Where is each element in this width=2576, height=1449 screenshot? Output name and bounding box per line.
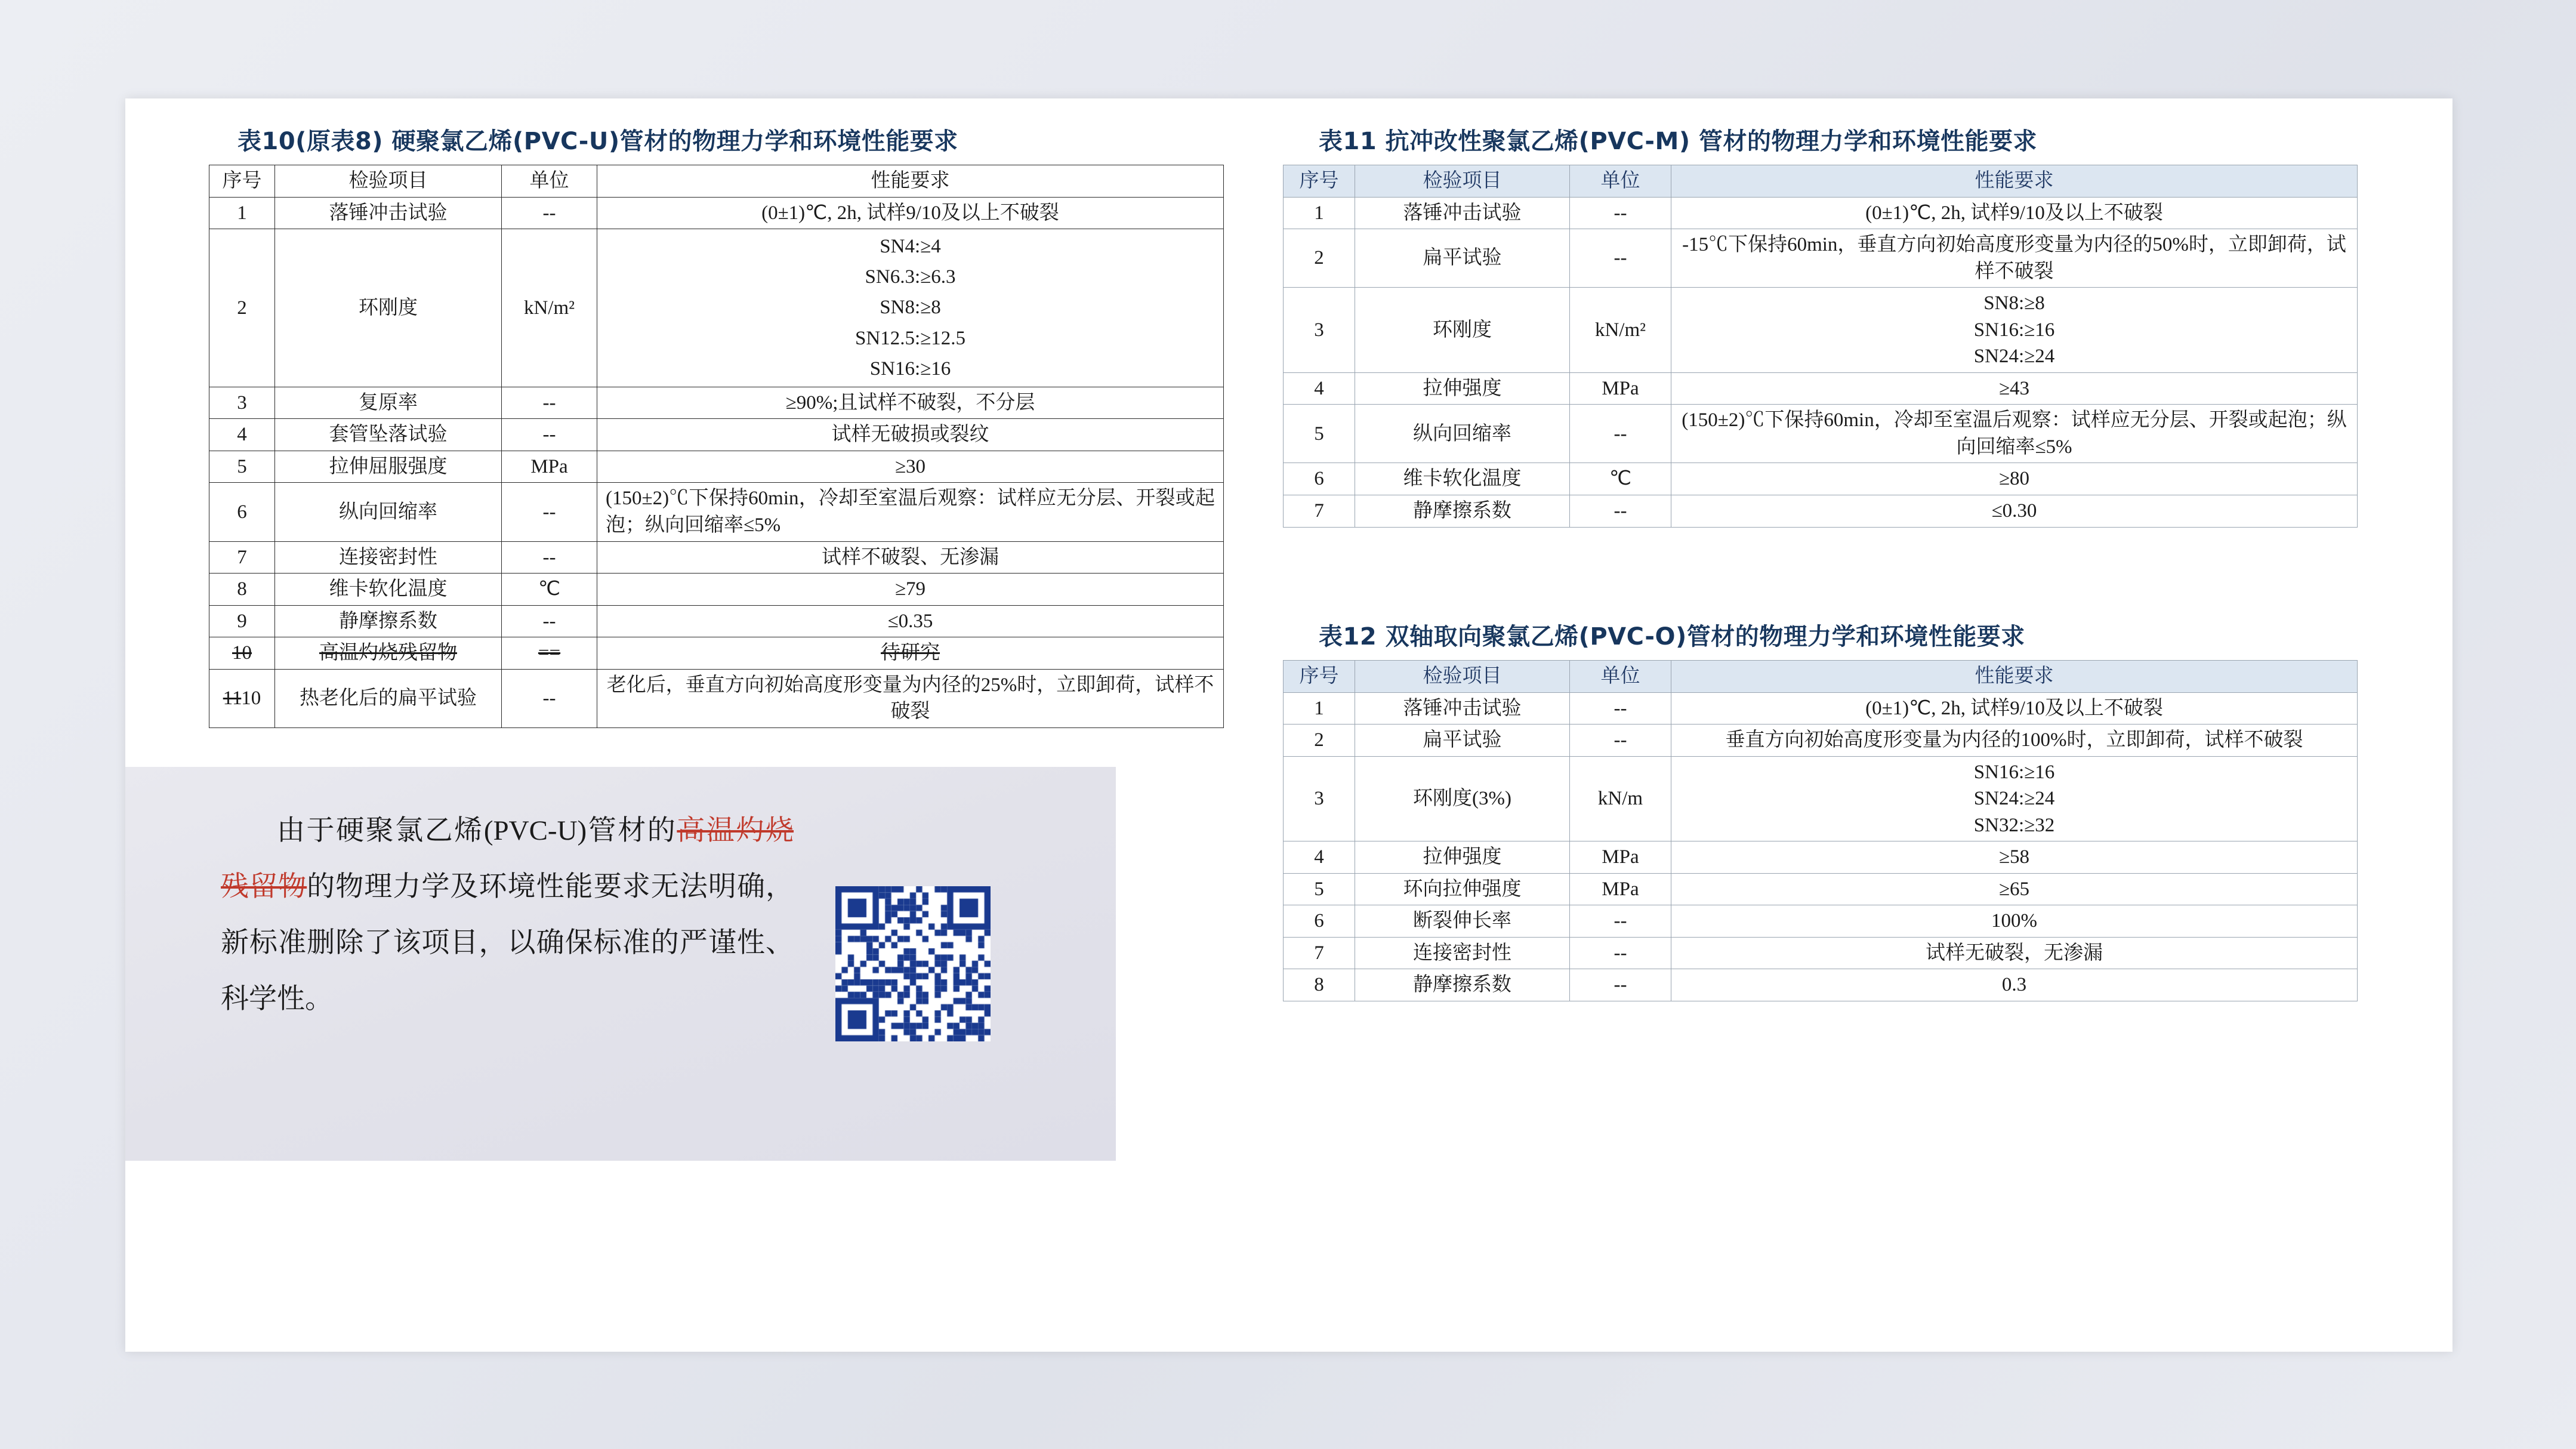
table11-cell-item: 扁平试验 bbox=[1355, 229, 1570, 288]
table12-cell-item: 环刚度(3%) bbox=[1355, 756, 1570, 841]
table12-block bbox=[1283, 618, 2381, 1001]
table11-cell-item: 环刚度 bbox=[1355, 288, 1570, 373]
table12-cell-req: 试样无破裂，无渗漏 bbox=[1671, 937, 2358, 969]
table10-cell-req: ≥30 bbox=[597, 451, 1224, 483]
table11-row bbox=[1284, 288, 2358, 373]
table12 bbox=[1283, 660, 2358, 1001]
table12-cell-req: ≥65 bbox=[1671, 873, 2358, 905]
table10-cell-unit: ℃ bbox=[502, 574, 597, 606]
slide-canvas bbox=[125, 98, 2452, 1352]
table12-body bbox=[1284, 692, 2358, 1001]
table10-header-cell: 单位 bbox=[502, 165, 597, 198]
table11-header-row bbox=[1284, 165, 2358, 198]
table10-cell-item: 连接密封性 bbox=[275, 541, 502, 574]
table12-cell-unit: MPa bbox=[1570, 873, 1671, 905]
table12-cell-no: 3 bbox=[1284, 756, 1355, 841]
table11-header-cell: 序号 bbox=[1284, 165, 1355, 198]
table11-cell-req: ≥43 bbox=[1671, 372, 2358, 405]
table12-title: 表12 双轴取向聚氯乙烯(PVC-O)管材的物理力学和环境性能要求 bbox=[1319, 623, 2025, 650]
table10-cell-req: ≤0.35 bbox=[597, 605, 1224, 637]
table10-cell-no: 6 bbox=[209, 483, 275, 541]
deleted-number: 11 bbox=[223, 687, 242, 709]
table10-cell-no: 2 bbox=[209, 229, 275, 387]
table11-cell-item: 落锤冲击试验 bbox=[1355, 197, 1570, 229]
table10-row bbox=[209, 541, 1224, 574]
table10-row bbox=[209, 419, 1224, 451]
note-text-before: 由于硬聚氯乙烯(PVC-U)管材的 bbox=[277, 815, 677, 846]
table10-cell-unit: -- bbox=[502, 541, 597, 574]
table12-cell-unit: -- bbox=[1570, 724, 1671, 757]
table12-cell-unit: -- bbox=[1570, 692, 1671, 724]
table11-row bbox=[1284, 197, 2358, 229]
table11-cell-unit: -- bbox=[1570, 229, 1671, 288]
table12-header-cell: 检验项目 bbox=[1355, 661, 1570, 693]
table10-cell-item: 复原率 bbox=[275, 387, 502, 419]
qr-code-canvas bbox=[835, 886, 991, 1041]
table11-cell-unit: -- bbox=[1570, 495, 1671, 528]
table10-cell-no: 7 bbox=[209, 541, 275, 574]
table11-cell-unit: MPa bbox=[1570, 372, 1671, 405]
table10-cell-unit: -- bbox=[502, 483, 597, 541]
table11-cell-no: 1 bbox=[1284, 197, 1355, 229]
table11-cell-item: 拉伸强度 bbox=[1355, 372, 1570, 405]
table11-cell-unit: ℃ bbox=[1570, 463, 1671, 495]
table10-title: 表10(原表8) 硬聚氯乙烯(PVC-U)管材的物理力学和环境性能要求 bbox=[237, 128, 958, 155]
table10-header-cell: 序号 bbox=[209, 165, 275, 198]
table10-header-row bbox=[209, 165, 1224, 198]
table12-row bbox=[1284, 756, 2358, 841]
table11-title: 表11 抗冲改性聚氯乙烯(PVC-M) 管材的物理力学和环境性能要求 bbox=[1319, 128, 2038, 155]
table12-cell-item: 落锤冲击试验 bbox=[1355, 692, 1570, 724]
table11-cell-req: (150±2)℃下保持60min，冷却至室温后观察：试样应无分层、开裂或起泡；纵向回缩率≤5% bbox=[1671, 405, 2358, 463]
table10-cell-no: 10 bbox=[209, 637, 275, 670]
table12-cell-no: 8 bbox=[1284, 969, 1355, 1001]
table12-cell-no: 2 bbox=[1284, 724, 1355, 757]
table12-header-cell: 性能要求 bbox=[1671, 661, 2358, 693]
table10-cell-req: ≥79 bbox=[597, 574, 1224, 606]
table10-cell-req: 老化后，垂直方向初始高度形变量为内径的25%时，立即卸荷，试样不破裂 bbox=[597, 669, 1224, 727]
table12-cell-req: (0±1)℃, 2h, 试样9/10及以上不破裂 bbox=[1671, 692, 2358, 724]
table10-row bbox=[209, 483, 1224, 541]
table10-cell-item: 落锤冲击试验 bbox=[275, 197, 502, 229]
table12-cell-unit: -- bbox=[1570, 937, 1671, 969]
table10-row bbox=[209, 229, 1224, 387]
note-panel bbox=[125, 767, 1116, 1161]
table12-cell-req: SN16:≥16 SN24:≥24 SN32:≥32 bbox=[1671, 756, 2358, 841]
table12-cell-req: 100% bbox=[1671, 905, 2358, 938]
note-text-after: 的物理力学及环境性能要求无法明确，新标准删除了该项目，以确保标准的严谨性、科学性。 bbox=[221, 871, 794, 1015]
table12-header-row bbox=[1284, 661, 2358, 693]
table10-cell-req: 待研究 bbox=[597, 637, 1224, 670]
table12-cell-unit: -- bbox=[1570, 969, 1671, 1001]
table10-cell-unit: == bbox=[502, 637, 597, 670]
table10-cell-item: 拉伸屈服强度 bbox=[275, 451, 502, 483]
table10-cell-req: SN4:≥4 SN6.3:≥6.3 SN8:≥8 SN12.5:≥12.5 SN16:≥16 bbox=[597, 229, 1224, 387]
table12-row bbox=[1284, 724, 2358, 757]
table10-row bbox=[209, 387, 1224, 419]
table12-row bbox=[1284, 841, 2358, 874]
table12-cell-no: 4 bbox=[1284, 841, 1355, 874]
table10-row bbox=[209, 669, 1224, 727]
table11-row bbox=[1284, 372, 2358, 405]
note-text-deleted: 高温灼烧残留物 bbox=[221, 815, 794, 902]
table10-cell-no: 1110 bbox=[209, 669, 275, 727]
table11-cell-unit: kN/m² bbox=[1570, 288, 1671, 373]
table10-cell-item: 维卡软化温度 bbox=[275, 574, 502, 606]
table12-cell-item: 环向拉伸强度 bbox=[1355, 873, 1570, 905]
table10-row bbox=[209, 574, 1224, 606]
table10-cell-req: 试样无破损或裂纹 bbox=[597, 419, 1224, 451]
table10-block bbox=[209, 122, 1235, 728]
table11-row bbox=[1284, 495, 2358, 528]
table10-cell-item: 高温灼烧残留物 bbox=[275, 637, 502, 670]
table10-cell-no: 4 bbox=[209, 419, 275, 451]
table12-cell-item: 扁平试验 bbox=[1355, 724, 1570, 757]
table12-row bbox=[1284, 692, 2358, 724]
table12-row bbox=[1284, 937, 2358, 969]
table12-cell-unit: kN/m bbox=[1570, 756, 1671, 841]
table12-cell-no: 1 bbox=[1284, 692, 1355, 724]
table12-cell-req: 垂直方向初始高度形变量为内径的100%时，立即卸荷，试样不破裂 bbox=[1671, 724, 2358, 757]
table12-cell-unit: MPa bbox=[1570, 841, 1671, 874]
table10-cell-unit: -- bbox=[502, 387, 597, 419]
table10-cell-req: (0±1)℃, 2h, 试样9/10及以上不破裂 bbox=[597, 197, 1224, 229]
table11-row bbox=[1284, 463, 2358, 495]
table11-cell-unit: -- bbox=[1570, 197, 1671, 229]
table12-cell-unit: -- bbox=[1570, 905, 1671, 938]
table12-cell-item: 连接密封性 bbox=[1355, 937, 1570, 969]
table10-cell-no: 3 bbox=[209, 387, 275, 419]
table10-cell-no: 8 bbox=[209, 574, 275, 606]
table10-cell-unit: MPa bbox=[502, 451, 597, 483]
table10-cell-unit: -- bbox=[502, 197, 597, 229]
table11-cell-req: ≥80 bbox=[1671, 463, 2358, 495]
table12-row bbox=[1284, 873, 2358, 905]
table11-row bbox=[1284, 405, 2358, 463]
table10-cell-item: 纵向回缩率 bbox=[275, 483, 502, 541]
table11-cell-req: ≤0.30 bbox=[1671, 495, 2358, 528]
table11-header-cell: 检验项目 bbox=[1355, 165, 1570, 198]
table11 bbox=[1283, 165, 2358, 528]
table12-cell-no: 7 bbox=[1284, 937, 1355, 969]
table10-cell-req: ≥90%;且试样不破裂，不分层 bbox=[597, 387, 1224, 419]
table10 bbox=[209, 165, 1224, 728]
table11-cell-item: 维卡软化温度 bbox=[1355, 463, 1570, 495]
table10-cell-req: (150±2)℃下保持60min，冷却至室温后观察：试样应无分层、开裂或起泡；纵向回缩率≤5% bbox=[597, 483, 1224, 541]
table10-cell-no: 5 bbox=[209, 451, 275, 483]
table10-cell-no: 9 bbox=[209, 605, 275, 637]
table12-row bbox=[1284, 969, 2358, 1001]
note-text bbox=[221, 803, 794, 1027]
table11-cell-req: (0±1)℃, 2h, 试样9/10及以上不破裂 bbox=[1671, 197, 2358, 229]
table11-header-cell: 单位 bbox=[1570, 165, 1671, 198]
table10-header-cell: 性能要求 bbox=[597, 165, 1224, 198]
table10-cell-unit: -- bbox=[502, 669, 597, 727]
table11-cell-unit: -- bbox=[1570, 405, 1671, 463]
table11-block bbox=[1283, 122, 2381, 528]
table12-cell-req: 0.3 bbox=[1671, 969, 2358, 1001]
table11-row bbox=[1284, 229, 2358, 288]
table12-header-cell: 序号 bbox=[1284, 661, 1355, 693]
table10-cell-item: 环刚度 bbox=[275, 229, 502, 387]
table11-body bbox=[1284, 197, 2358, 527]
table10-cell-no: 1 bbox=[209, 197, 275, 229]
table12-cell-item: 拉伸强度 bbox=[1355, 841, 1570, 874]
table10-row bbox=[209, 451, 1224, 483]
table10-row bbox=[209, 197, 1224, 229]
table10-cell-unit: -- bbox=[502, 605, 597, 637]
table10-header-cell: 检验项目 bbox=[275, 165, 502, 198]
table10-cell-unit: kN/m² bbox=[502, 229, 597, 387]
table12-cell-req: ≥58 bbox=[1671, 841, 2358, 874]
table11-cell-no: 6 bbox=[1284, 463, 1355, 495]
table12-row bbox=[1284, 905, 2358, 938]
table11-cell-no: 3 bbox=[1284, 288, 1355, 373]
table10-cell-req: 试样不破裂、无渗漏 bbox=[597, 541, 1224, 574]
table11-cell-item: 纵向回缩率 bbox=[1355, 405, 1570, 463]
table11-cell-req: SN8:≥8 SN16:≥16 SN24:≥24 bbox=[1671, 288, 2358, 373]
table11-cell-item: 静摩擦系数 bbox=[1355, 495, 1570, 528]
table12-cell-no: 5 bbox=[1284, 873, 1355, 905]
table11-cell-req: -15℃下保持60min，垂直方向初始高度形变量为内径的50%时，立即卸荷，试样不破裂 bbox=[1671, 229, 2358, 288]
table11-cell-no: 5 bbox=[1284, 405, 1355, 463]
table10-cell-unit: -- bbox=[502, 419, 597, 451]
table12-cell-item: 断裂伸长率 bbox=[1355, 905, 1570, 938]
table12-cell-no: 6 bbox=[1284, 905, 1355, 938]
table10-cell-item: 热老化后的扁平试验 bbox=[275, 669, 502, 727]
table11-cell-no: 2 bbox=[1284, 229, 1355, 288]
table11-header-cell: 性能要求 bbox=[1671, 165, 2358, 198]
table10-row bbox=[209, 605, 1224, 637]
table12-header-cell: 单位 bbox=[1570, 661, 1671, 693]
table10-row bbox=[209, 637, 1224, 670]
table11-cell-no: 7 bbox=[1284, 495, 1355, 528]
table11-cell-no: 4 bbox=[1284, 372, 1355, 405]
table10-body bbox=[209, 197, 1224, 727]
table10-cell-item: 套管坠落试验 bbox=[275, 419, 502, 451]
table12-cell-item: 静摩擦系数 bbox=[1355, 969, 1570, 1001]
qr-code[interactable] bbox=[835, 886, 991, 1041]
table10-cell-item: 静摩擦系数 bbox=[275, 605, 502, 637]
